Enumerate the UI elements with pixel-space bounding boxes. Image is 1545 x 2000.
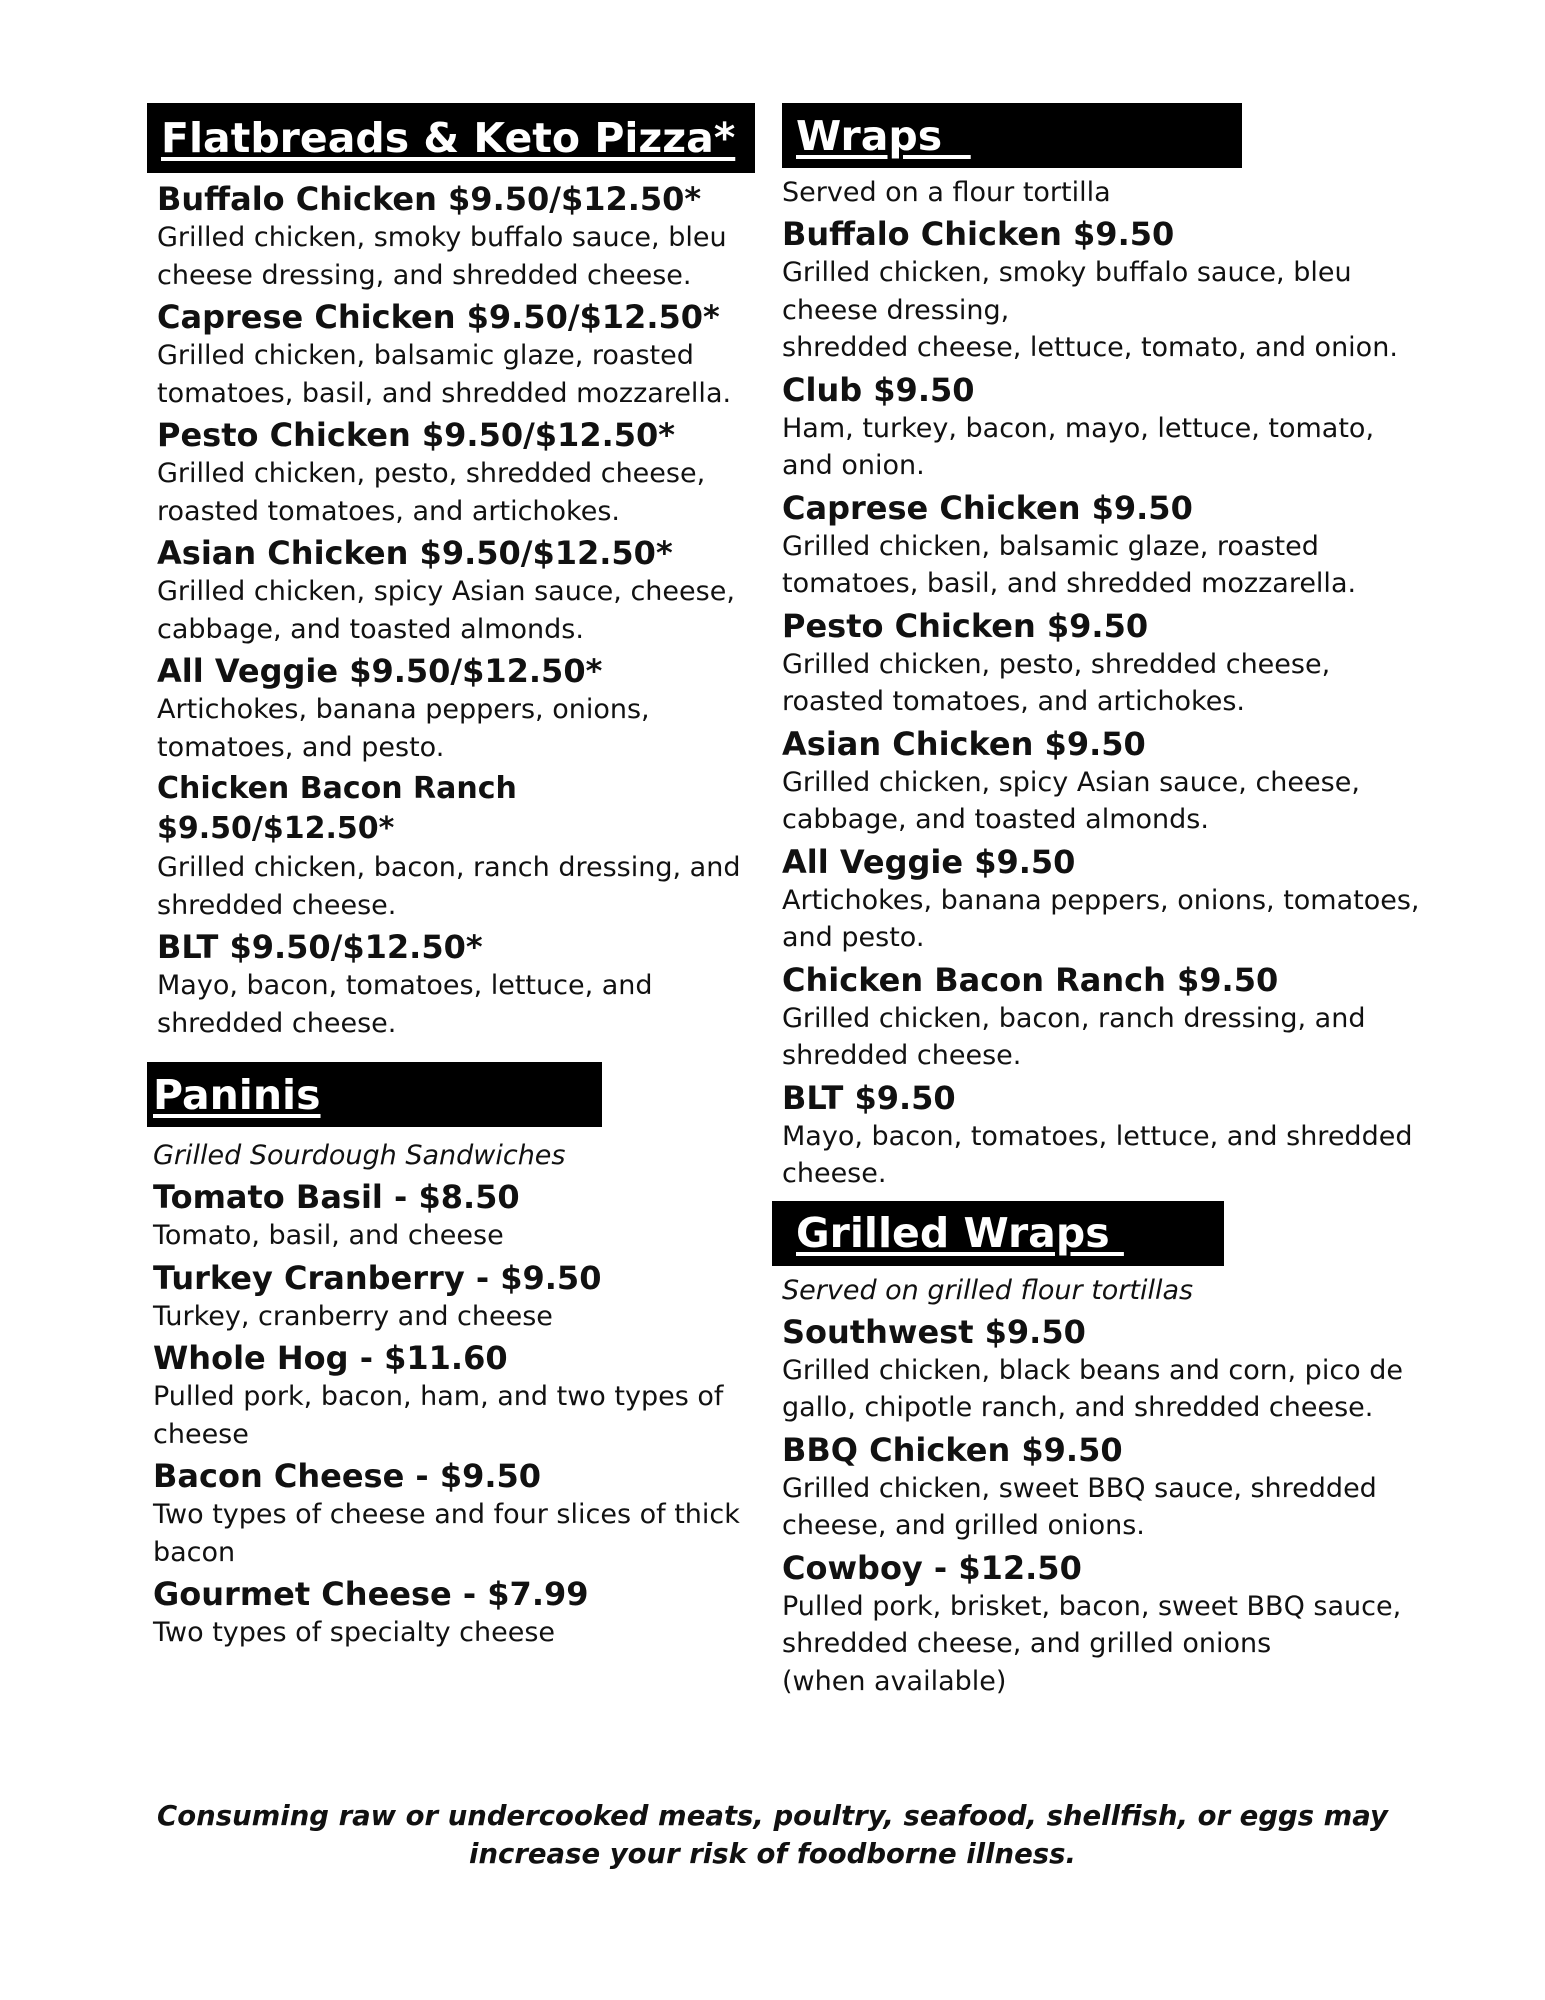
item-description: Grilled chicken, smoky buffalo sauce, bleu cheese dressing, and shredded cheese. xyxy=(157,222,727,291)
item-description: Artichokes, banana peppers, onions, tomatoes, and pesto. xyxy=(782,884,1420,953)
item-description: Grilled chicken, pesto, shredded cheese, roasted tomatoes, and artichokes. xyxy=(782,648,1331,717)
item-title: Tomato Basil - $8.50 xyxy=(153,1178,520,1216)
menu-item xyxy=(782,724,1432,839)
paninis-header xyxy=(147,1062,602,1127)
menu-item xyxy=(782,1430,1432,1545)
menu-item xyxy=(782,1078,1432,1193)
menu-item xyxy=(157,769,757,924)
item-description: Grilled chicken, pesto, shredded cheese, roasted tomatoes, and artichokes. xyxy=(157,458,706,527)
item-title: BBQ Chicken $9.50 xyxy=(782,1430,1123,1469)
item-title: Chicken Bacon Ranch $9.50/$12.50* xyxy=(157,771,517,846)
item-description: Pulled pork, brisket, bacon, sweet BBQ sauce, shredded cheese, and grilled onions (when available) xyxy=(782,1590,1402,1697)
wraps-subtitle: Served on a flour tortilla xyxy=(782,177,1111,208)
item-description: Grilled chicken, black beans and corn, pico de gallo, chipotle ranch, and shredded cheese. xyxy=(782,1354,1404,1423)
item-title: Chicken Bacon Ranch $9.50 xyxy=(782,960,1279,999)
wraps-heading: Wraps xyxy=(796,111,971,160)
menu-item xyxy=(782,842,1432,957)
paninis-section xyxy=(147,1062,757,1652)
menu-item xyxy=(157,415,757,530)
item-title: Buffalo Chicken $9.50/$12.50* xyxy=(157,180,702,218)
menu-item xyxy=(157,927,757,1042)
item-description: Ham, turkey, bacon, mayo, lettuce, tomato, and onion. xyxy=(782,412,1375,481)
item-description: Pulled pork, bacon, ham, and two types of cheese xyxy=(153,1381,724,1450)
menu-item xyxy=(157,651,757,766)
wraps-section xyxy=(772,103,1432,1193)
item-description: Mayo, bacon, tomatoes, lettuce, and shredded cheese. xyxy=(157,970,653,1039)
menu-item xyxy=(157,179,757,294)
menu-item xyxy=(153,1338,757,1453)
item-title: BLT $9.50 xyxy=(782,1078,956,1117)
grilled-wraps-list xyxy=(772,1272,1432,1701)
menu-item xyxy=(782,214,1432,367)
item-title: Pesto Chicken $9.50 xyxy=(782,606,1149,645)
item-title: Caprese Chicken $9.50 xyxy=(782,488,1193,527)
item-description: Grilled chicken, sweet BBQ sauce, shredded cheese, and grilled onions. xyxy=(782,1472,1377,1541)
item-description: Tomato, basil, and cheese xyxy=(153,1220,504,1251)
item-description: Two types of cheese and four slices of thick bacon xyxy=(153,1499,740,1568)
menu-item xyxy=(782,488,1432,603)
item-title: All Veggie $9.50/$12.50* xyxy=(157,652,603,690)
grilled-wraps-heading: Grilled Wraps xyxy=(796,1209,1124,1257)
item-description: Mayo, bacon, tomatoes, lettuce, and shredded cheese. xyxy=(782,1120,1413,1189)
item-title: All Veggie $9.50 xyxy=(782,842,1076,881)
item-title: Club $9.50 xyxy=(782,370,975,409)
menu-item xyxy=(782,370,1432,485)
menu-item xyxy=(153,1258,757,1336)
flatbreads-section xyxy=(147,103,757,1042)
menu-item xyxy=(782,1312,1432,1427)
item-title: BLT $9.50/$12.50* xyxy=(157,928,483,966)
wraps-header xyxy=(782,103,1242,168)
item-title: Gourmet Cheese - $7.99 xyxy=(153,1575,589,1613)
grilled-wraps-subtitle: Served on grilled flour tortillas xyxy=(782,1274,1194,1306)
menu-item xyxy=(153,1177,757,1255)
item-title: Bacon Cheese - $9.50 xyxy=(153,1457,542,1495)
menu-item xyxy=(153,1574,757,1652)
menu-item xyxy=(782,960,1432,1075)
menu-item xyxy=(782,1548,1432,1701)
grilled-wraps-section xyxy=(772,1201,1432,1701)
paninis-heading: Paninis xyxy=(153,1070,321,1119)
item-title: Caprese Chicken $9.50/$12.50* xyxy=(157,298,720,336)
item-description: Grilled chicken, bacon, ranch dressing, and shredded cheese. xyxy=(157,852,741,921)
paninis-subtitle: Grilled Sourdough Sandwiches xyxy=(153,1140,566,1171)
item-title: Whole Hog - $11.60 xyxy=(153,1339,508,1377)
menu-item xyxy=(157,533,757,648)
item-description: Grilled chicken, spicy Asian sauce, cheese, cabbage, and toasted almonds. xyxy=(157,576,735,645)
flatbreads-list xyxy=(147,179,757,1042)
item-title: Pesto Chicken $9.50/$12.50* xyxy=(157,416,675,454)
menu-item xyxy=(782,606,1432,721)
grilled-wraps-header xyxy=(772,1201,1224,1266)
item-title: Southwest $9.50 xyxy=(782,1312,1086,1351)
item-description: Grilled chicken, smoky buffalo sauce, bleu cheese dressing, shredded cheese, lettuce, tomato, and onion. xyxy=(782,257,1398,363)
item-title: Buffalo Chicken $9.50 xyxy=(782,215,1175,253)
item-description: Grilled chicken, balsamic glaze, roasted tomatoes, basil, and shredded mozzarella. xyxy=(157,340,732,409)
item-title: Cowboy - $12.50 xyxy=(782,1548,1082,1587)
item-description: Grilled chicken, spicy Asian sauce, cheese, cabbage, and toasted almonds. xyxy=(782,766,1360,835)
item-title: Asian Chicken $9.50 xyxy=(782,724,1146,763)
left-column xyxy=(147,103,757,1652)
flatbreads-heading: Flatbreads & Keto Pizza* xyxy=(161,114,736,162)
item-description: Turkey, cranberry and cheese xyxy=(153,1300,553,1332)
right-column xyxy=(772,103,1432,1700)
item-description: Artichokes, banana peppers, onions, tomatoes, and pesto. xyxy=(157,694,650,763)
item-title: Turkey Cranberry - $9.50 xyxy=(153,1258,602,1297)
flatbreads-header xyxy=(147,103,755,173)
item-description: Grilled chicken, balsamic glaze, roasted tomatoes, basil, and shredded mozzarella. xyxy=(782,530,1357,599)
menu-item xyxy=(153,1456,757,1571)
paninis-list xyxy=(147,1137,757,1652)
food-safety-disclaimer: Consuming raw or undercooked meats, poultry, seafood, shellfish, or eggs may increase your risk of foodborne illness. xyxy=(157,1800,1388,1870)
item-title: Asian Chicken $9.50/$12.50* xyxy=(157,534,673,572)
menu-item xyxy=(157,297,757,412)
item-description: Two types of specialty cheese xyxy=(153,1617,555,1648)
wraps-list xyxy=(772,174,1432,1193)
item-description: Grilled chicken, bacon, ranch dressing, and shredded cheese. xyxy=(782,1002,1366,1071)
